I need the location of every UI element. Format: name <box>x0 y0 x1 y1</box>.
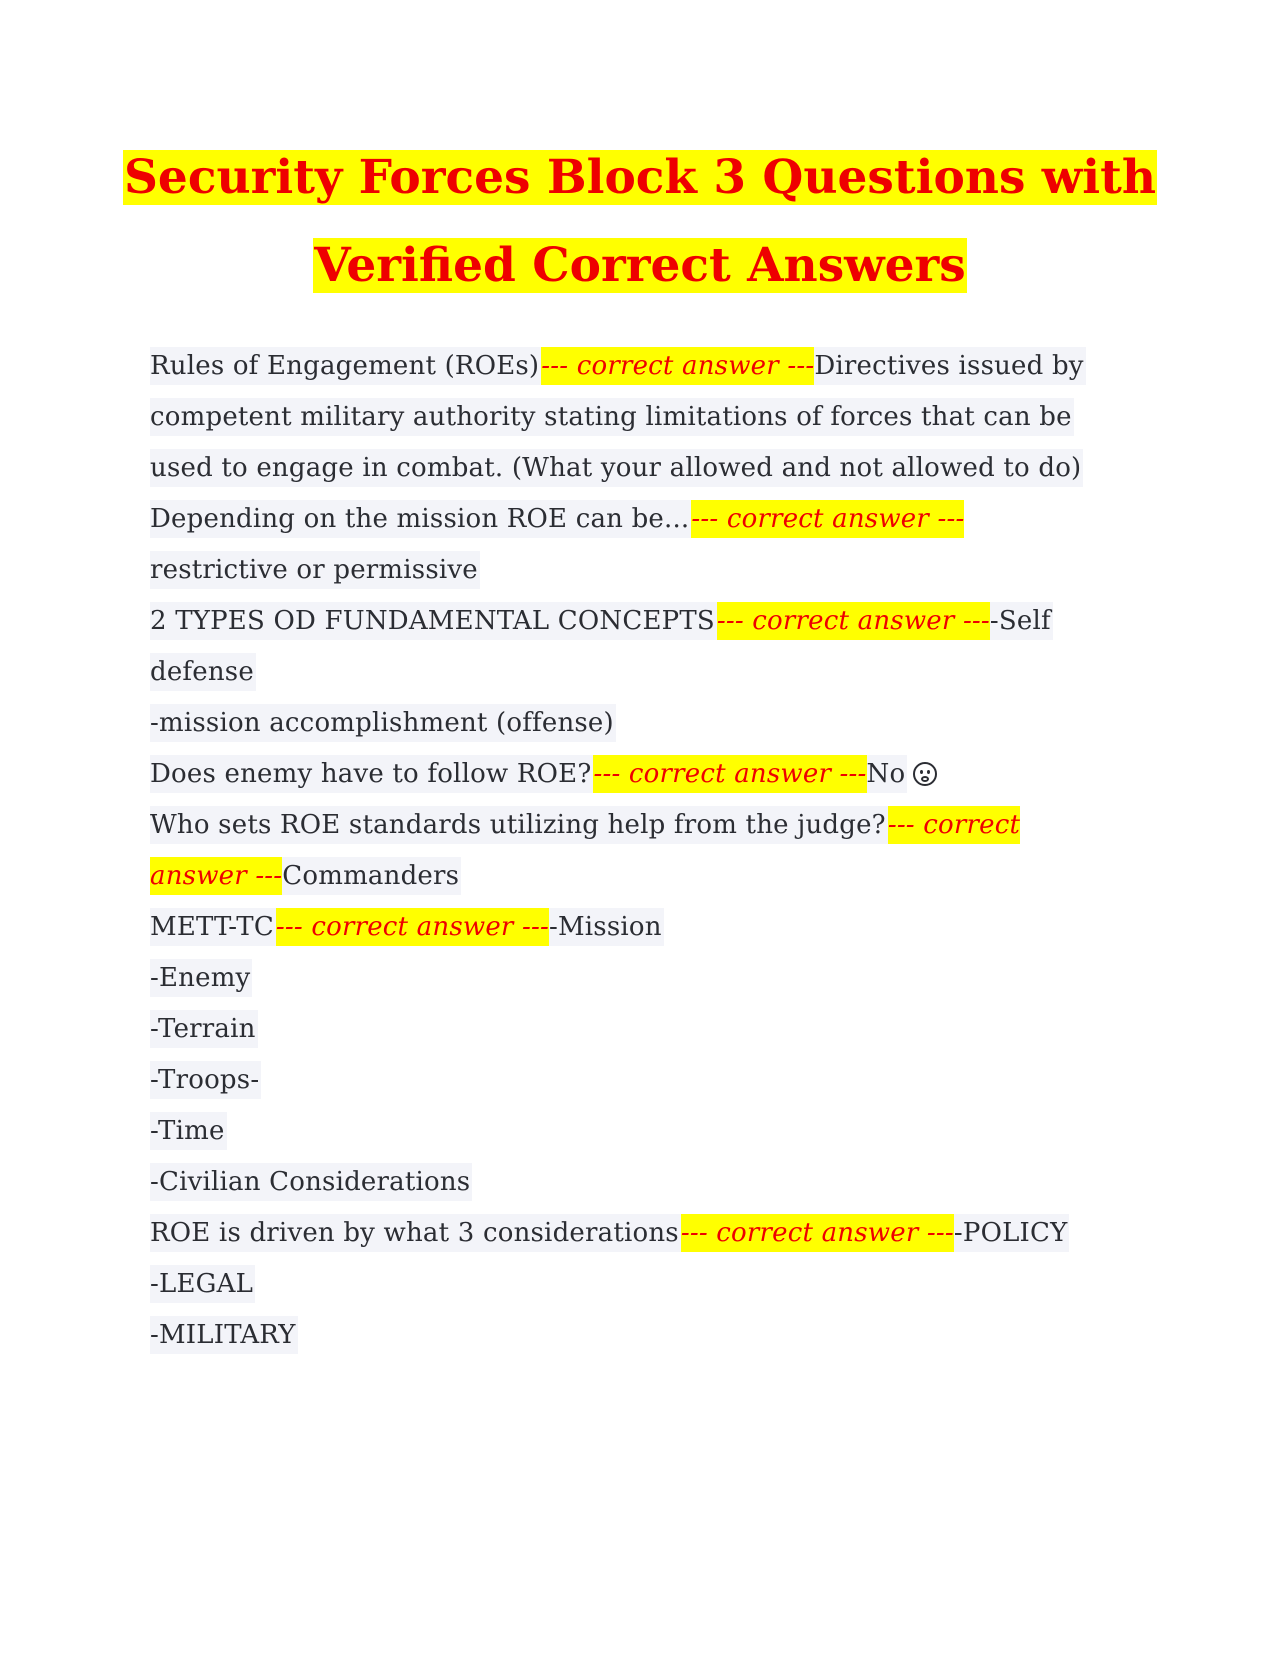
line-text: 2 TYPES OD FUNDAMENTAL CONCEPTS <box>150 602 717 640</box>
text-line <box>150 704 1140 755</box>
text-line <box>150 1316 1140 1367</box>
text-line <box>150 959 1140 1010</box>
correct-answer-marker: --- correct answer --- <box>717 602 990 640</box>
worried-face-icon <box>913 762 937 786</box>
line-text: -mission accomplishment (offense) <box>150 704 616 742</box>
document-title-line-2: Verified Correct Answers <box>314 238 966 293</box>
line-text: METT-TC <box>150 908 276 946</box>
line-text: Does enemy have to follow ROE? <box>150 755 593 793</box>
line-text: -Time <box>150 1112 227 1150</box>
line-text: Who sets ROE standards utilizing help from the judge? <box>150 806 888 844</box>
line-text: used to engage in combat. (What your allowed and not allowed to do) <box>150 449 1083 487</box>
correct-answer-marker: --- correct answer --- <box>681 1214 954 1252</box>
line-text: -Troops- <box>150 1061 261 1099</box>
answer-text: Directives issued by <box>814 347 1085 385</box>
correct-answer-marker: --- correct answer --- <box>276 908 549 946</box>
text-line <box>150 653 1140 704</box>
answer-text: -POLICY <box>954 1214 1070 1252</box>
correct-answer-marker: --- correct answer --- <box>593 755 866 793</box>
text-line <box>150 1214 1140 1265</box>
text-line <box>150 806 1140 857</box>
qa-body <box>150 347 1140 1367</box>
line-text: -MILITARY <box>150 1316 298 1354</box>
line-text: restrictive or permissive <box>150 551 480 589</box>
text-line <box>150 551 1140 602</box>
text-line <box>150 449 1140 500</box>
text-line <box>150 1061 1140 1112</box>
line-text: ROE is driven by what 3 considerations <box>150 1214 681 1252</box>
answer-text: No <box>867 755 908 793</box>
text-line <box>150 857 1140 908</box>
correct-answer-marker: answer --- <box>150 857 282 895</box>
text-line <box>150 602 1140 653</box>
correct-answer-marker: --- correct <box>888 806 1020 844</box>
text-line <box>150 347 1140 398</box>
text-line <box>150 398 1140 449</box>
text-line <box>150 908 1140 959</box>
line-text: defense <box>150 653 256 691</box>
correct-answer-marker: --- correct answer --- <box>691 500 964 538</box>
line-text: competent military authority stating limitations of forces that can be <box>150 398 1074 436</box>
answer-text: -Self <box>990 602 1053 640</box>
answer-text: -Mission <box>549 908 664 946</box>
text-line <box>150 1163 1140 1214</box>
correct-answer-marker: --- correct answer --- <box>541 347 814 385</box>
text-line <box>150 500 1140 551</box>
line-text: Rules of Engagement (ROEs) <box>150 347 541 385</box>
text-line <box>150 1112 1140 1163</box>
answer-text: Commanders <box>282 857 461 895</box>
document-title-line-1: Security Forces Block 3 Questions with <box>123 150 1156 205</box>
line-text: -Civilian Considerations <box>150 1163 472 1201</box>
line-text: -LEGAL <box>150 1265 255 1303</box>
line-text: -Terrain <box>150 1010 258 1048</box>
text-line <box>150 1010 1140 1061</box>
text-line <box>150 755 1140 806</box>
line-text: -Enemy <box>150 959 252 997</box>
line-text: Depending on the mission ROE can be... <box>150 500 691 538</box>
text-line <box>150 1265 1140 1316</box>
